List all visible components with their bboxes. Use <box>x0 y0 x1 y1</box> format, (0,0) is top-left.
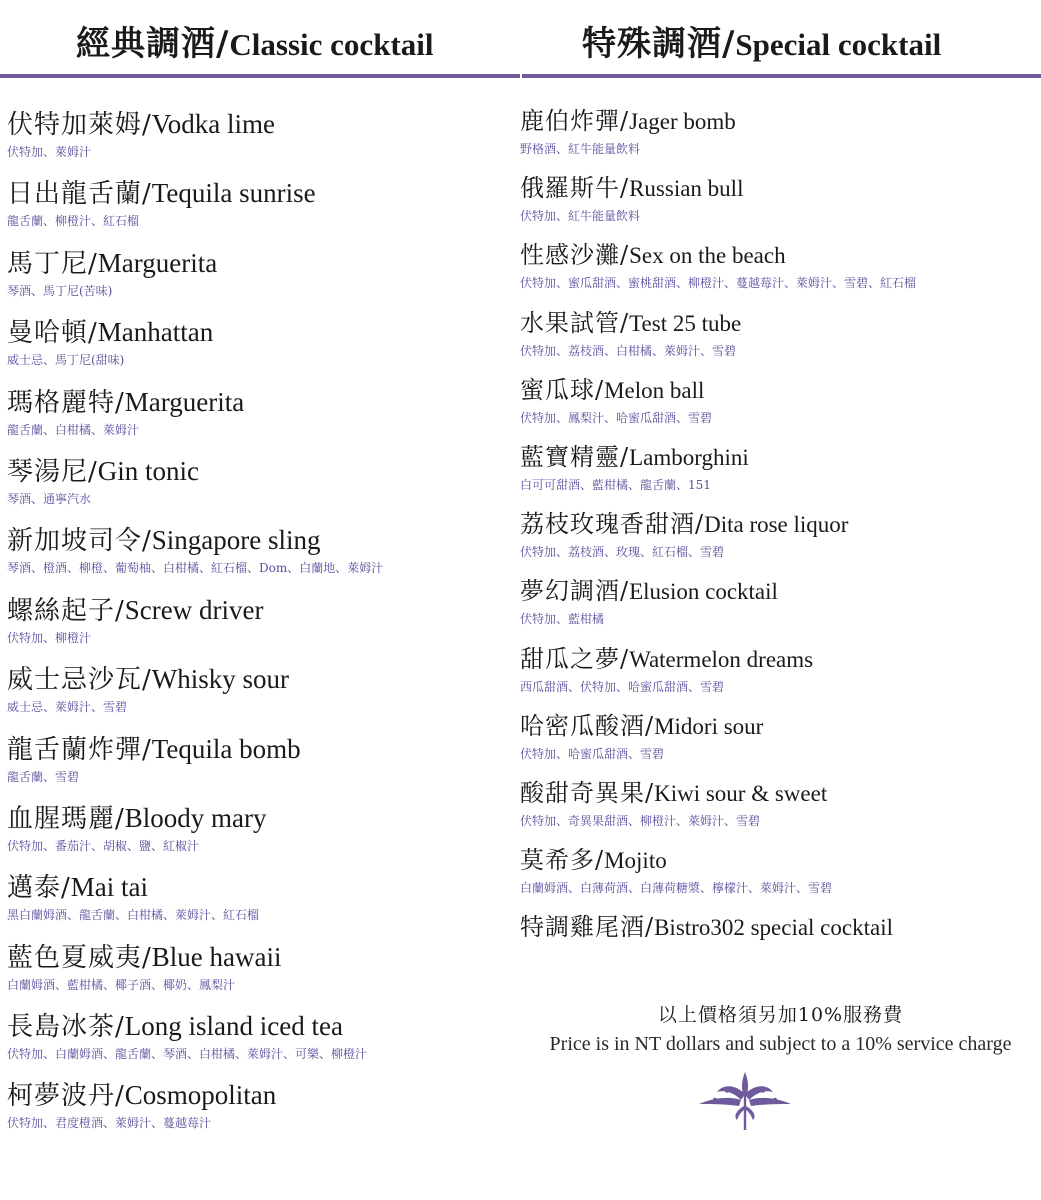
cocktail-name-zh: 長島冰茶/ <box>7 1012 125 1043</box>
classic-cocktail-item <box>7 245 520 314</box>
cocktail-name-zh: 螺絲起子/ <box>7 595 125 626</box>
cocktail-name-zh: 酸甜奇異果/ <box>520 778 655 807</box>
cocktail-name-en: Marguerita <box>124 386 245 417</box>
special-cocktail-item <box>520 775 1041 842</box>
special-cocktail-item <box>520 372 1041 439</box>
cocktail-name-en: Mai tai <box>70 872 148 903</box>
cocktail-name-en: Tequila bomb <box>151 733 301 764</box>
special-title <box>582 22 941 67</box>
cocktail-name <box>7 939 520 976</box>
notice-en: Price is in NT dollars and subject to a 10% service charge <box>549 1033 1012 1055</box>
cocktail-ingredients: 琴酒、橙酒、柳橙、葡萄柚、白柑橘、紅石榴、Dom、白蘭地、萊姆汁 <box>7 561 384 576</box>
special-cocktail-item <box>520 506 1041 573</box>
cocktail-ingredients: 伏特加、荔枝酒、白柑橘、萊姆汁、雪碧 <box>520 343 737 358</box>
special-cocktail-item <box>520 842 1041 909</box>
cocktail-name-zh: 性感沙灘/ <box>520 241 630 270</box>
classic-cocktail-item <box>7 661 520 730</box>
special-cocktail-item <box>520 103 1041 170</box>
special-cocktail-item <box>520 237 1041 304</box>
special-list <box>520 103 1041 976</box>
classic-cocktail-item <box>7 453 520 522</box>
cocktail-name-zh: 威士忌沙瓦/ <box>7 665 152 696</box>
cocktail-ingredients: 伏特加、白蘭姆酒、龍舌蘭、琴酒、白柑橘、萊姆汁、可樂、柳橙汁 <box>7 1047 368 1062</box>
cocktail-ingredients: 白可可甜酒、藍柑橘、龍舌蘭、151 <box>520 477 711 492</box>
cocktail-name-en: Screw driver <box>124 594 264 625</box>
cocktail-ingredients: 伏特加、柳橙汁 <box>7 630 92 645</box>
cocktail-ingredients: 伏特加、荔枝酒、玫瑰、紅石榴、雪碧 <box>520 545 725 560</box>
special-cocktail-item <box>520 573 1041 640</box>
cocktail-name-zh: 伏特加萊姆/ <box>7 110 152 140</box>
cocktail-name <box>7 314 520 351</box>
cocktail-ingredients: 伏特加、藍柑橘 <box>520 612 605 627</box>
special-title-en: Special cocktail <box>735 27 942 62</box>
cocktail-name <box>7 869 520 906</box>
cocktail-name <box>7 731 520 768</box>
cocktail-name <box>520 103 1041 140</box>
cocktail-name-zh: 新加坡司令/ <box>7 526 152 557</box>
cocktail-name <box>520 305 1041 342</box>
cocktail-ingredients: 野格酒、紅牛能量飲料 <box>520 142 641 156</box>
cocktail-name-zh: 曼哈頓/ <box>7 318 98 349</box>
cocktail-name <box>7 106 520 143</box>
cocktail-name-en: Manhattan <box>97 317 214 348</box>
cocktail-name <box>7 592 520 629</box>
cocktail-name-en: Gin tonic <box>97 455 200 486</box>
cocktail-name <box>7 1008 520 1045</box>
special-column <box>520 0 1041 942</box>
cocktail-name <box>7 1077 520 1114</box>
classic-cocktail-item <box>7 1077 520 1146</box>
cocktail-ingredients: 威士忌、馬丁尼(甜味) <box>7 353 125 368</box>
fleur-ornament-icon <box>695 1070 795 1132</box>
special-cocktail-item <box>520 909 1041 976</box>
cocktail-name-en: Kiwi sour & sweet <box>654 780 828 806</box>
cocktail-name-zh: 藍寶精靈/ <box>520 442 630 471</box>
cocktail-name-zh: 血腥瑪麗/ <box>7 803 125 834</box>
cocktail-ingredients: 龍舌蘭、柳橙汁、紅石榴 <box>7 214 140 229</box>
cocktail-ingredients: 龍舌蘭、雪碧 <box>7 769 80 784</box>
special-title-zh: 特殊調酒/ <box>582 24 736 64</box>
cocktail-ingredients: 伏特加、哈蜜瓜甜酒、雪碧 <box>520 746 665 761</box>
classic-cocktail-item <box>7 175 520 244</box>
cocktail-name-zh: 鹿伯炸彈/ <box>520 107 630 135</box>
cocktail-name <box>7 175 520 212</box>
classic-header <box>0 0 520 78</box>
classic-title-en: Classic cocktail <box>229 27 434 62</box>
classic-cocktail-item <box>7 869 520 938</box>
cocktail-ingredients: 白蘭姆酒、藍柑橘、椰子酒、椰奶、鳳梨汁 <box>7 977 236 992</box>
cocktail-name-en: Blue hawaii <box>151 941 282 972</box>
service-charge-notice <box>520 1000 1041 1058</box>
cocktail-name <box>520 506 1041 543</box>
cocktail-name-en: Midori sour <box>654 713 764 739</box>
special-cocktail-item <box>520 170 1041 237</box>
classic-cocktail-item <box>7 800 520 869</box>
cocktail-name-en: Jager bomb <box>629 109 736 134</box>
classic-cocktail-item <box>7 314 520 383</box>
cocktail-name-zh: 荔枝玫瑰香甜酒/ <box>520 510 705 539</box>
cocktail-name <box>520 573 1041 610</box>
cocktail-name-zh: 蜜瓜球/ <box>520 375 605 404</box>
cocktail-name-en: Sex on the beach <box>629 243 786 269</box>
cocktail-name-zh: 藍色夏威夷/ <box>7 942 152 973</box>
special-cocktail-item <box>520 641 1041 708</box>
cocktail-name-en: Long island iced tea <box>124 1011 343 1042</box>
classic-cocktail-item <box>7 592 520 661</box>
classic-cocktail-item <box>7 522 520 591</box>
cocktail-name-en: Tequila sunrise <box>151 178 316 209</box>
cocktail-ingredients: 伏特加、鳳梨汁、哈蜜瓜甜酒、雪碧 <box>520 410 713 425</box>
cocktail-name-en: Cosmopolitan <box>124 1080 277 1111</box>
cocktail-name-en: Marguerita <box>97 247 218 278</box>
cocktail-name-en: Elusion cocktail <box>629 579 778 605</box>
cocktail-name <box>520 842 1041 879</box>
cocktail-name-zh: 夢幻調酒/ <box>520 577 630 606</box>
cocktail-name-zh: 龍舌蘭炸彈/ <box>7 734 152 765</box>
cocktail-name-zh: 柯夢波丹/ <box>7 1081 125 1112</box>
cocktail-ingredients: 伏特加、君度橙酒、萊姆汁、蔓越莓汁 <box>7 1116 212 1131</box>
cocktail-name-zh: 特調雞尾酒/ <box>520 913 655 942</box>
cocktail-name-en: Russian bull <box>629 176 744 202</box>
cocktail-name-zh: 馬丁尼/ <box>7 248 98 279</box>
cocktail-ingredients: 琴酒、通寧汽水 <box>7 491 92 506</box>
cocktail-name-zh: 俄羅斯牛/ <box>520 174 630 203</box>
cocktail-name <box>520 372 1041 409</box>
cocktail-name-en: Singapore sling <box>151 525 321 556</box>
cocktail-name-en: Melon ball <box>604 377 705 403</box>
cocktail-name-en: Whisky sour <box>151 664 290 695</box>
cocktail-name <box>7 384 520 421</box>
cocktail-ingredients: 伏特加、番茄汁、胡椒、鹽、紅椒汁 <box>7 838 200 853</box>
cocktail-name-zh: 日出龍舌蘭/ <box>7 179 152 210</box>
notice-zh: 以上價格須另加10%服務費 <box>657 1004 904 1026</box>
cocktail-name-en: Vodka lime <box>151 109 276 139</box>
cocktail-ingredients: 龍舌蘭、白柑橘、萊姆汁 <box>7 422 140 437</box>
cocktail-name <box>7 245 520 282</box>
classic-cocktail-item <box>7 1008 520 1077</box>
cocktail-name <box>7 522 520 559</box>
cocktail-name-en: Dita rose liquor <box>704 512 849 538</box>
cocktail-ingredients: 威士忌、萊姆汁、雪碧 <box>7 700 128 715</box>
cocktail-name <box>520 708 1041 745</box>
special-cocktail-item <box>520 708 1041 775</box>
cocktail-name <box>520 775 1041 812</box>
cocktail-name-en: Bloody mary <box>124 802 267 833</box>
cocktail-name <box>520 237 1041 274</box>
classic-title <box>76 22 433 67</box>
cocktail-ingredients: 黑白蘭姆酒、龍舌蘭、白柑橘、萊姆汁、紅石榴 <box>7 908 260 923</box>
cocktail-name-zh: 哈密瓜酸酒/ <box>520 711 655 740</box>
cocktail-name-zh: 邁泰/ <box>7 873 71 904</box>
cocktail-name-en: Test 25 tube <box>629 310 742 336</box>
cocktail-ingredients: 伏特加、奇異果甜酒、柳橙汁、萊姆汁、雪碧 <box>520 813 761 828</box>
cocktail-name <box>520 909 1041 946</box>
cocktail-ingredients: 琴酒、馬丁尼(苦味) <box>7 283 113 298</box>
cocktail-name <box>7 661 520 698</box>
cocktail-name-zh: 莫希多/ <box>520 846 605 875</box>
classic-title-zh: 經典調酒/ <box>76 24 230 64</box>
cocktail-name-en: Bistro302 special cocktail <box>654 915 893 941</box>
classic-cocktail-item <box>7 939 520 1008</box>
special-header <box>522 0 1041 78</box>
special-cocktail-item <box>520 439 1041 506</box>
cocktail-ingredients: 伏特加、萊姆汁 <box>7 145 92 159</box>
classic-list <box>7 106 520 1147</box>
cocktail-name <box>520 170 1041 207</box>
cocktail-ingredients: 伏特加、蜜瓜甜酒、蜜桃甜酒、柳橙汁、蔓越莓汁、萊姆汁、雪碧、紅石榴 <box>520 276 917 291</box>
classic-column <box>0 0 520 1131</box>
cocktail-name <box>520 439 1041 476</box>
classic-cocktail-item <box>7 106 520 175</box>
cocktail-name <box>520 641 1041 678</box>
cocktail-name-en: Watermelon dreams <box>629 646 814 672</box>
classic-cocktail-item <box>7 731 520 800</box>
cocktail-name-zh: 琴湯尼/ <box>7 456 98 487</box>
cocktail-name <box>7 800 520 837</box>
cocktail-name-en: Mojito <box>604 848 667 874</box>
special-cocktail-item <box>520 305 1041 372</box>
cocktail-name-en: Lamborghini <box>629 444 749 470</box>
cocktail-name <box>7 453 520 490</box>
cocktail-name-zh: 瑪格麗特/ <box>7 387 125 418</box>
cocktail-ingredients: 伏特加、紅牛能量飲料 <box>520 209 641 224</box>
cocktail-ingredients: 西瓜甜酒、伏特加、哈蜜瓜甜酒、雪碧 <box>520 679 725 694</box>
cocktail-name-zh: 水果試管/ <box>520 308 630 337</box>
classic-cocktail-item <box>7 384 520 453</box>
cocktail-ingredients: 白蘭姆酒、白薄荷酒、白薄荷糖漿、檸檬汁、萊姆汁、雪碧 <box>520 881 833 896</box>
cocktail-name-zh: 甜瓜之夢/ <box>520 644 630 673</box>
